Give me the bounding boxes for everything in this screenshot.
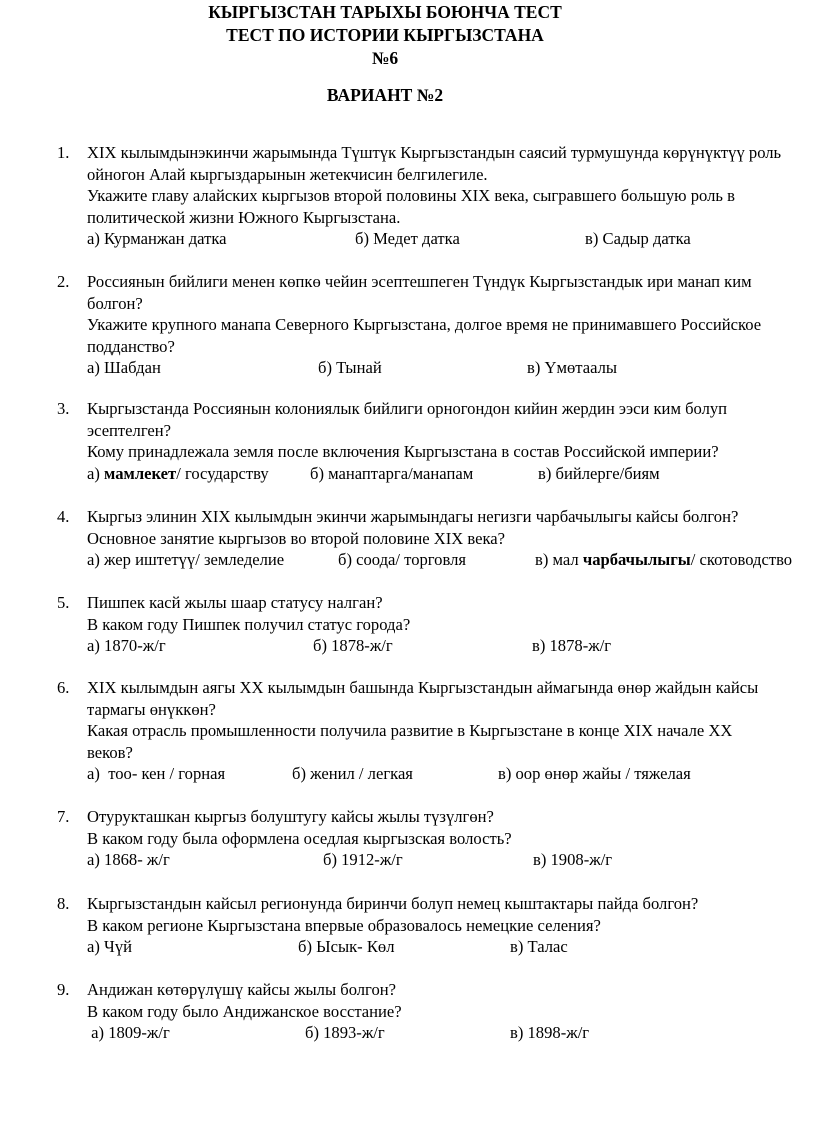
answer-option: [298, 937, 394, 957]
question-number: 6.: [57, 678, 70, 697]
answer-option: [87, 358, 161, 378]
question-number: 3.: [57, 399, 70, 418]
question-text-line: В каком году была оформлена оседлая кыргызская волость?: [87, 828, 512, 848]
answer-option: [355, 229, 460, 249]
question-text-line: В каком году Пишпек получил статус города?: [87, 614, 411, 634]
question-number: 5.: [57, 593, 70, 612]
question-number: 4.: [57, 507, 70, 526]
question-text-line: Россиянын бийлиги менен көпкө чейин эсептешпеген Түндүк Кыргызстандык ири манап ким: [87, 272, 752, 291]
answer-option: [323, 850, 403, 870]
answer-option: [510, 937, 568, 957]
option-text: / государству: [176, 463, 269, 483]
option-text: а) 1870-ж/г: [87, 636, 166, 656]
option-text: а) 1809-ж/г: [87, 1023, 170, 1043]
answer-option: [310, 464, 473, 484]
option-text: а) Шабдан: [87, 358, 161, 378]
question-text-line: В каком году было Андижанское восстание?: [87, 1001, 402, 1021]
question-text-line: Кыргызстандын кайсыл регионунда биринчи болуп немец кыштактары пайда болгон?: [87, 894, 699, 913]
question-text-line: подданство?: [87, 336, 175, 356]
answer-option: [87, 464, 269, 484]
question-text-line: эсептелген?: [87, 420, 172, 440]
option-text: / скотоводство: [690, 550, 793, 570]
answer-option: [87, 937, 132, 957]
question-text-line: болгон?: [87, 293, 143, 313]
question-number: 2.: [57, 272, 70, 291]
question-text-line: политической жизни Южного Кыргызстана.: [87, 207, 401, 227]
answer-option: [305, 1023, 385, 1043]
option-text: б) 1912-ж/г: [323, 850, 403, 870]
answer-option: [585, 229, 691, 249]
question-text-line: Кыргыз элинин XIX кылымдын экинчи жарымындагы негизги чарбачылыгы кайсы болгон?: [87, 507, 739, 526]
question-text-line: Кому принадлежала земля после включения Кыргызстана в состав Российской империи?: [87, 442, 719, 462]
option-text: б) Тынай: [318, 358, 382, 378]
variant-heading: ВАРИАНТ №2: [326, 85, 444, 105]
answer-option: [87, 1023, 170, 1043]
option-text: в) бийлерге/биям: [538, 463, 660, 483]
question-text-line: Укажите крупного манапа Северного Кыргызстана, долгое время не принимавшего Российское: [87, 315, 762, 335]
option-text: а): [87, 463, 105, 483]
question-number: 7.: [57, 807, 70, 826]
option-text: в) 1898-ж/г: [510, 1023, 590, 1043]
answer-option: [87, 764, 225, 784]
question-number: 8.: [57, 894, 70, 913]
option-text: в) 1908-ж/г: [533, 850, 613, 870]
answer-option: [313, 636, 393, 656]
question-text-line: веков?: [87, 742, 133, 762]
option-text: в) Үмөтаалы: [527, 358, 618, 378]
answer-option: [527, 358, 617, 378]
option-text: б) Ысык- Көл: [298, 937, 395, 957]
question-text-line: Укажите главу алайских кыргызов второй половины XIX века, сыгравшего большую роль в: [87, 186, 735, 206]
question-text-line: тармагы өнүккөн?: [87, 699, 216, 719]
question-text-line: В каком регионе Кыргызстана впервые образовалось немецкие селения?: [87, 915, 601, 935]
question-text-line: Основное занятие кыргызов во второй половине XIX века?: [87, 528, 506, 548]
question-number: 9.: [57, 980, 70, 999]
option-text: б) 1878-ж/г: [313, 636, 393, 656]
question-text-line: XIX кылымдын аягы XX кылымдын башында Кыргызстандын аймагында өнөр жайдын кайсы: [87, 678, 759, 697]
answer-option: [87, 636, 166, 656]
option-text: а) Чүй: [87, 937, 133, 957]
option-text: а) тоо- кен / горная: [87, 764, 226, 784]
answer-option: [498, 764, 691, 784]
question-text-line: Отурукташкан кыргыз болуштугу кайсы жылы түзүлгөн?: [87, 807, 494, 826]
question-text-line: Пишпек касй жылы шаар статусу налган?: [87, 593, 383, 612]
question-number: 1.: [57, 143, 70, 162]
answer-option: [292, 764, 413, 784]
title-ru: ТЕСТ ПО ИСТОРИИ КЫРГЫЗСТАНА: [226, 25, 544, 45]
option-text: в) Талас: [510, 937, 568, 957]
option-text: в) 1878-ж/г: [532, 636, 612, 656]
answer-option: [87, 550, 284, 570]
answer-option: [510, 1023, 589, 1043]
option-text: а) Курманжан датка: [87, 229, 227, 249]
question-text-line: XIX кылымдынэкинчи жарымында Түштүк Кыргызстандын саясий турмушунда көрүнүктүү роль: [87, 143, 782, 162]
question-text-line: ойногон Алай кыргыздарынын жетекчисин белгилегиле.: [87, 164, 488, 184]
answer-option: [318, 358, 382, 378]
option-text-bold: чарбачылыгы: [582, 550, 691, 570]
option-text: б) 1893-ж/г: [305, 1023, 385, 1043]
question-text-line: Андижан көтөрүлүшү кайсы жылы болгон?: [87, 980, 396, 999]
option-text: в) Садыр датка: [585, 229, 691, 249]
option-text: а) жер иштетүү/ земледелие: [87, 550, 285, 570]
answer-option: [532, 636, 611, 656]
answer-option: [87, 229, 227, 249]
option-text: в) оор өнөр жайы / тяжелая: [498, 764, 691, 784]
answer-option: [533, 850, 612, 870]
answer-option: [87, 850, 170, 870]
option-text-bold: мамлекет: [104, 463, 177, 483]
option-text: в) мал: [535, 550, 583, 570]
option-text: б) женил / легкая: [292, 764, 413, 784]
answer-option: [538, 464, 660, 484]
option-text: б) соода/ торговля: [338, 550, 467, 570]
option-text: б) манаптарга/манапам: [310, 463, 474, 483]
answer-option: [535, 550, 792, 570]
answer-option: [338, 550, 466, 570]
test-number: №6: [371, 48, 399, 68]
title-kg: КЫРГЫЗСТАН ТАРЫХЫ БОЮНЧА ТЕСТ: [208, 2, 562, 22]
option-text: а) 1868- ж/г: [87, 850, 170, 870]
question-text-line: Какая отрасль промышленности получила развитие в Кыргызстане в конце XIX начале XX: [87, 721, 733, 741]
question-text-line: Кыргызстанда Россиянын колониялык бийлиги орногондон кийин жердин ээси ким болуп: [87, 399, 728, 418]
option-text: б) Медет датка: [355, 229, 460, 249]
